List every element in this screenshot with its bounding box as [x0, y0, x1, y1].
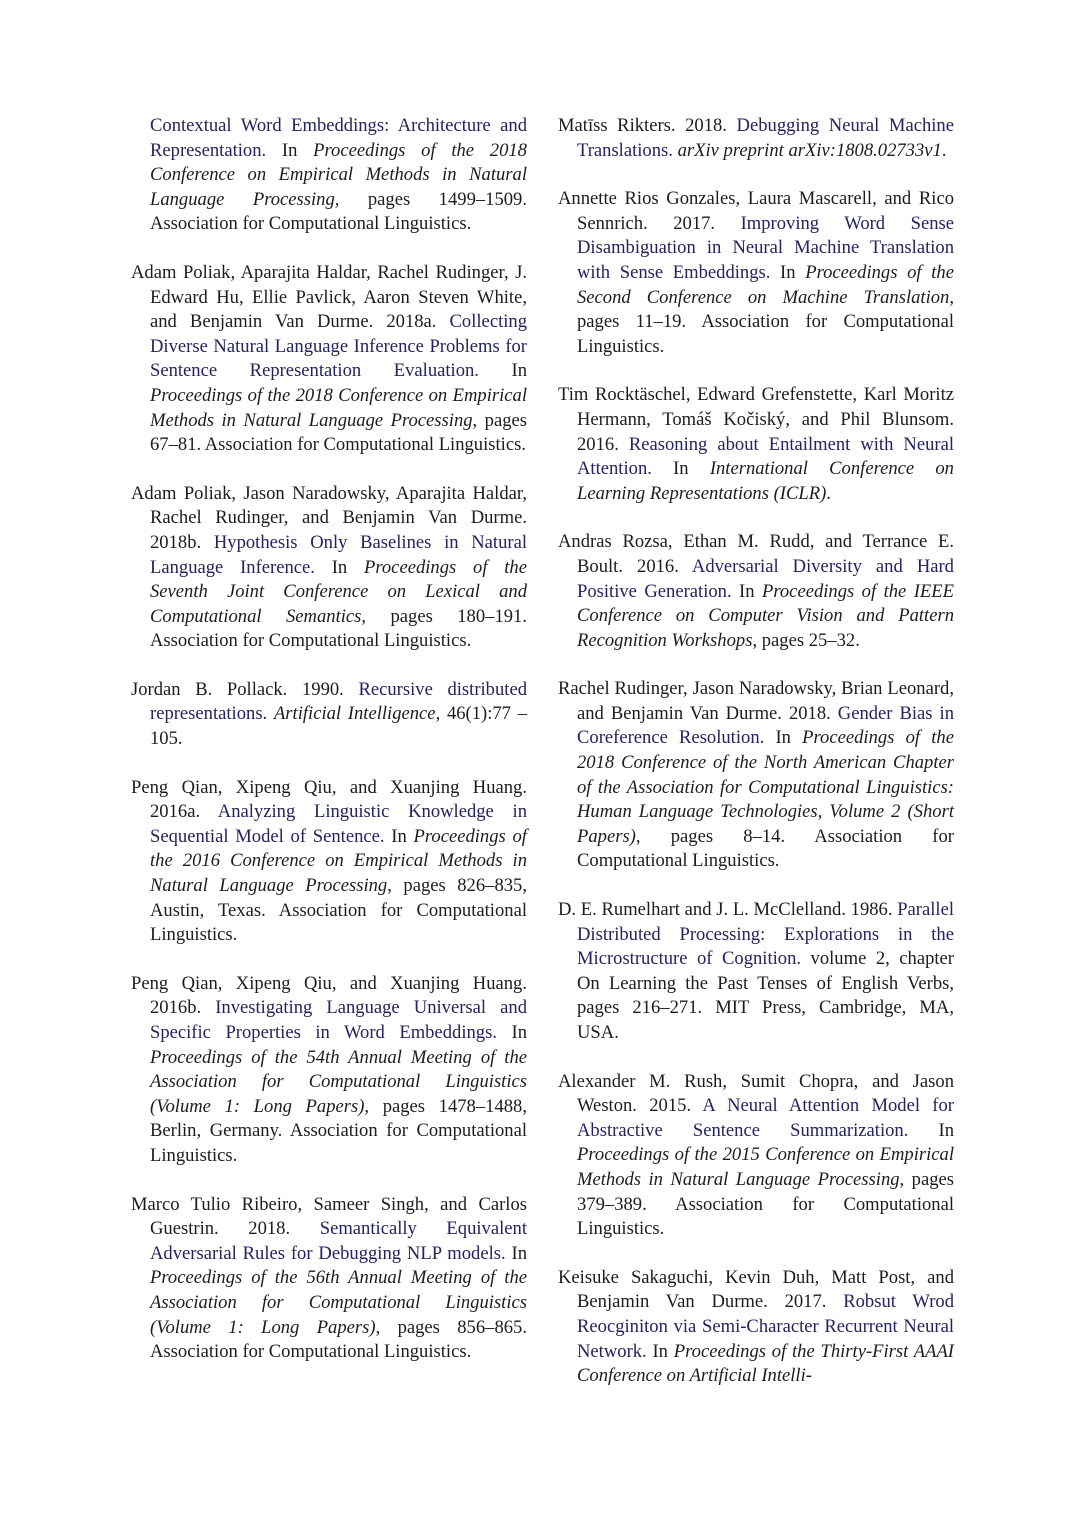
reference-entry [131, 678, 527, 752]
reference-in: In [266, 139, 314, 161]
reference-in: In [764, 727, 803, 749]
reference-in: In [731, 580, 762, 602]
reference-title-link[interactable]: Hypothesis Only Baselines in Natural Language Inference. [150, 531, 527, 578]
reference-entry [131, 482, 527, 654]
reference-authors: Andras Rozsa, Ethan M. Rudd, and Terrance E. Boult. 2016. [558, 531, 954, 577]
reference-authors: Matīss Rikters. 2018. [558, 115, 737, 136]
reference-title-link[interactable]: Adversarial Diversity and Hard Positive Generation. [577, 555, 954, 602]
reference-venue: Proceedings of the 54th Annual Meeting of the Association for Computational Linguistics (Volume 1: Long Papers) [150, 1046, 527, 1117]
reference-entry [131, 261, 527, 458]
reference-venue: Proceedings of the 2018 Conference of the North American Chapter of the Association for Computational Linguistics: Human Language Technologies, Volume 2 (Short Papers) [577, 727, 954, 847]
reference-entry [131, 776, 527, 948]
reference-authors: Rachel Rudinger, Jason Naradowsky, Brian Leonard, and Benjamin Van Durme. 2018. [558, 678, 954, 724]
reference-authors: Alexander M. Rush, Sumit Chopra, and Jason Weston. 2015. [558, 1070, 954, 1117]
reference-authors: Peng Qian, Xipeng Qiu, and Xuanjing Huang. 2016b. [131, 972, 527, 1019]
reference-in [267, 703, 274, 724]
reference-authors: Adam Poliak, Aparajita Haldar, Rachel Rudinger, J. Edward Hu, Ellie Pavlick, Aaron Steven White, and Benjamin Van Durme. 2018a. [131, 261, 527, 333]
reference-entry [558, 383, 954, 506]
reference-venue: Proceedings of the 2016 Conference on Empirical Methods in Natural Language Processing [150, 825, 527, 897]
reference-in: In [478, 360, 527, 382]
reference-entry [558, 1070, 954, 1242]
reference-entry [558, 187, 954, 359]
reference-authors: D. E. Rumelhart and J. L. McClelland. 1986. [558, 899, 898, 921]
reference-entry [131, 1193, 527, 1365]
reference-in: In [384, 825, 414, 847]
reference-venue: Proceedings of the Thirty-First AAAI Conference on Artificial Intelli- [577, 1340, 954, 1387]
reference-in: In [505, 1242, 527, 1264]
reference-details: , pages 1499–1509. Association for Computational Linguistics. [150, 188, 527, 235]
reference-venue: Proceedings of the IEEE Conference on Computer Vision and Pattern Recognition Workshops [577, 580, 954, 651]
reference-venue: Proceedings of the 2015 Conference on Empirical Methods in Natural Language Processing [577, 1144, 954, 1190]
reference-venue: Proceedings of the Second Conference on Machine Translation [577, 261, 954, 308]
reference-entry [558, 898, 954, 1046]
reference-in: In [770, 261, 806, 283]
reference-title-link[interactable]: Improving Word Sense Disambiguation in Neural Machine Translation with Sense Embeddings. [577, 212, 954, 283]
reference-details: , pages 25–32. [752, 629, 860, 651]
reference-title-link[interactable]: Recursive distributed representations. [150, 678, 527, 725]
reference-venue: Proceedings of the 2018 Conference on Empirical Methods in Natural Language Processing [150, 384, 527, 431]
reference-venue: Proceedings of the Seventh Joint Conference on Lexical and Computational Semantics [150, 556, 527, 627]
reference-authors: Jordan B. Pollack. 1990. [131, 678, 359, 700]
reference-in: In [651, 458, 710, 480]
reference-title-link[interactable]: Parallel Distributed Processing: Explorations in the Microstructure of Cognition. [577, 899, 954, 970]
reference-authors: Marco Tulio Ribeiro, Sameer Singh, and Carlos Guestrin. 2018. [131, 1193, 527, 1240]
reference-in: In [314, 556, 364, 578]
reference-details: , pages 67–81. Association for Computational Linguistics. [150, 409, 527, 456]
reference-title-link[interactable]: A Neural Attention Model for Abstractive Sentence Summarization. [577, 1095, 954, 1141]
reference-details: . [826, 482, 831, 504]
reference-details: , pages 826–835, Austin, Texas. Association for Computational Linguistics. [150, 875, 527, 946]
reference-venue: arXiv preprint arXiv:1808.02733v1 [677, 139, 942, 161]
reference-entry [131, 114, 527, 237]
reference-entry [558, 530, 954, 653]
reference-venue: Proceedings of the 2018 Conference on Empirical Methods in Natural Language Processing [150, 139, 527, 210]
reference-venue: Proceedings of the 56th Annual Meeting of the Association for Computational Linguistics (Volume 1: Long Papers) [150, 1267, 527, 1338]
reference-details: , pages 1478–1488, Berlin, Germany. Association for Computational Linguistics. [150, 1095, 527, 1166]
reference-details: volume 2, chapter On Learning the Past Tenses of English Verbs, pages 216–271. MIT Press, Cambridge, MA, USA. [577, 948, 954, 1043]
reference-in: In [496, 1022, 527, 1043]
reference-title-link[interactable]: Investigating Language Universal and Specific Properties in Word Embeddings. [150, 997, 527, 1043]
reference-details: , pages 856–865. Association for Computational Linguistics. [150, 1316, 527, 1363]
reference-authors: Adam Poliak, Jason Naradowsky, Aparajita Haldar, Rachel Rudinger, and Benjamin Van Durme. 2018b. [131, 482, 527, 553]
reference-in [801, 948, 811, 969]
reference-details: , pages 8–14. Association for Computational Linguistics. [577, 825, 954, 872]
reference-entry [131, 972, 527, 1169]
reference-authors: Peng Qian, Xipeng Qiu, and Xuanjing Huang. 2016a. [131, 776, 527, 823]
reference-authors: Tim Rocktäschel, Edward Grefenstette, Karl Moritz Hermann, Tomáš Kočiský, and Phil Blunsom. 2016. [558, 384, 954, 455]
references-left-column [131, 114, 527, 1389]
reference-title-link[interactable]: Contextual Word Embeddings: Architecture and Representation. [150, 115, 527, 161]
reference-details: , pages 11–19. Association for Computational Linguistics. [577, 286, 954, 357]
reference-venue: Artificial Intelligence [273, 703, 436, 725]
reference-title-link[interactable]: Gender Bias in Coreference Resolution. [577, 702, 954, 749]
reference-entry [558, 1266, 954, 1389]
reference-in: In [908, 1119, 954, 1141]
reference-venue: International Conference on Learning Representations (ICLR) [577, 458, 954, 504]
reference-details: , pages 180–191. Association for Computational Linguistics. [150, 605, 527, 652]
reference-title-link[interactable]: Robsut Wrod Reocginiton via Semi-Character Recurrent Neural Network. [577, 1291, 954, 1362]
reference-title-link[interactable]: Semantically Equivalent Adversarial Rules for Debugging NLP models. [150, 1218, 527, 1264]
reference-title-link[interactable]: Analyzing Linguistic Knowledge in Sequential Model of Sentence. [150, 801, 527, 847]
reference-details: , pages 379–389. Association for Computational Linguistics. [577, 1168, 954, 1240]
reference-title-link[interactable]: Collecting Diverse Natural Language Inference Problems for Sentence Representation Evaluation. [150, 311, 527, 382]
reference-details: . [941, 139, 947, 161]
reference-entry [558, 114, 954, 163]
reference-title-link[interactable]: Debugging Neural Machine Translations. [577, 115, 954, 161]
references-right-column [558, 114, 954, 1413]
reference-in: In [646, 1340, 674, 1362]
reference-authors: Keisuke Sakaguchi, Kevin Duh, Matt Post, and Benjamin Van Durme. 2017. [558, 1266, 954, 1313]
reference-title-link[interactable]: Reasoning about Entailment with Neural Attention. [577, 433, 954, 480]
reference-details: , 46(1):77 – 105. [150, 703, 527, 750]
reference-entry [558, 677, 954, 874]
reference-authors: Annette Rios Gonzales, Laura Mascarell, and Rico Sennrich. 2017. [558, 188, 954, 234]
